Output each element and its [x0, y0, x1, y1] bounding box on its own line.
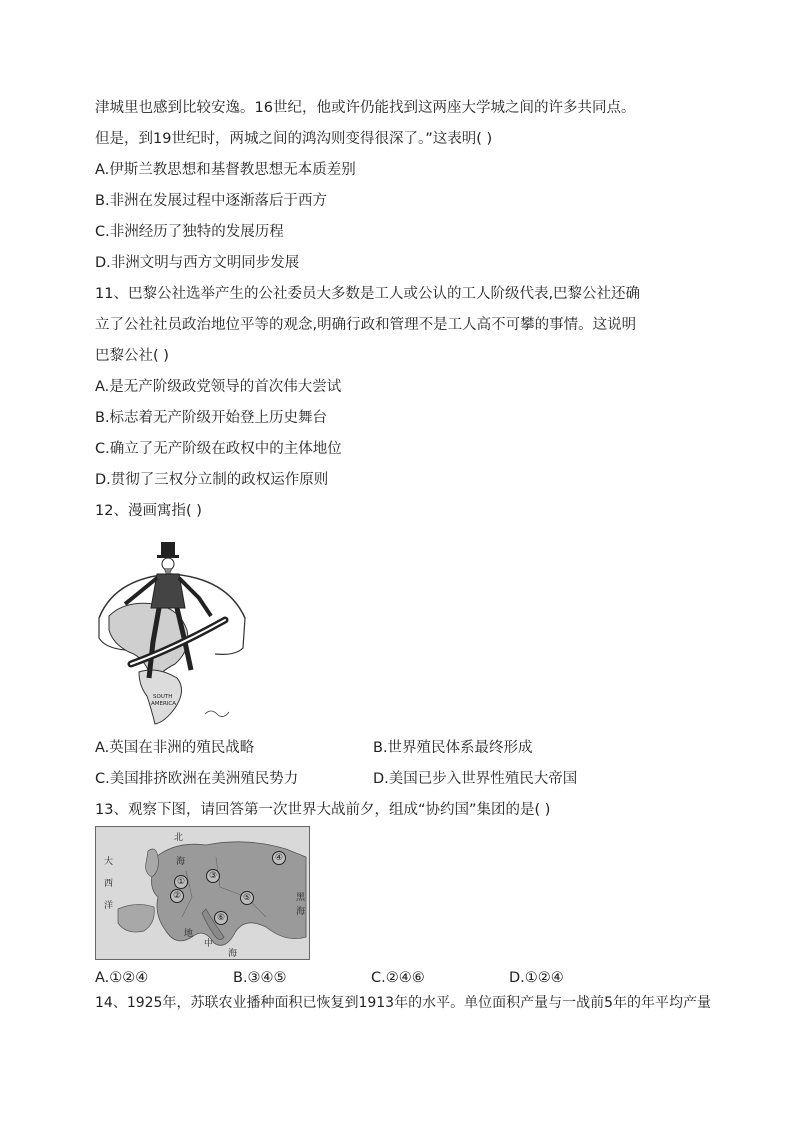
- europe-map: [95, 826, 310, 960]
- q13-stem: 13、观察下图，请回答第一次世界大战前夕，组成“协约国”集团的是( ): [95, 802, 551, 818]
- q11-option-c: C.确立了无产阶级在政权中的主体地位: [95, 441, 342, 457]
- q14-stem-line-1: 14、1925年，苏联农业播种面积已恢复到1913年的水平。单位面积产量与一战前5年的年平均产量: [95, 995, 711, 1011]
- q12-option-b: B.世界殖民体系最终形成: [373, 740, 533, 756]
- map-label-med-2: 中: [204, 939, 214, 949]
- uncle-sam-cartoon: [95, 538, 247, 728]
- q11-stem-line-1: 11、巴黎公社选举产生的公社委员大多数是工人或公认的工人阶级代表,巴黎公社还确: [95, 286, 641, 302]
- q10-option-c: C.非洲经历了独特的发展历程: [95, 224, 284, 240]
- q11-option-a: A.是无产阶级政党领导的首次伟大尝试: [95, 379, 342, 395]
- map-label-atlantic-3: 洋: [104, 901, 114, 911]
- q11-option-d: D.贯彻了三权分立制的政权运作原则: [95, 472, 329, 488]
- map-label-black-2: 海: [296, 907, 306, 917]
- map-label-atlantic-2: 西: [104, 879, 114, 889]
- map-label-black-1: 黑: [296, 893, 306, 903]
- map-label-med-1: 地: [184, 929, 194, 939]
- map-label-north: 北: [174, 833, 184, 843]
- map-label-atlantic-1: 大: [104, 857, 114, 867]
- map-marker-4: ④: [272, 851, 286, 865]
- cartoon-label-south: SOUTH: [153, 694, 173, 700]
- q13-option-b: B.③④⑤: [233, 970, 287, 986]
- q10-option-b: B.非洲在发展过程中逐渐落后于西方: [95, 193, 328, 209]
- q12-option-d: D.美国已步入世界性殖民大帝国: [373, 771, 578, 787]
- q10-option-a: A.伊斯兰教思想和基督教思想无本质差别: [95, 162, 356, 178]
- q11-option-b: B.标志着无产阶级开始登上历史舞台: [95, 410, 328, 426]
- q11-stem-line-3: 巴黎公社( ): [95, 348, 169, 364]
- map-marker-3: ③: [206, 869, 220, 883]
- q10-stem-line-1: 津城里也感到比较安逸。16世纪，他或许仍能找到这两座大学城之间的许多共同点。: [95, 100, 636, 116]
- q12-stem: 12、漫画寓指( ): [95, 503, 202, 519]
- q12-option-a: A.英国在非洲的殖民战略: [95, 740, 255, 756]
- q13-option-a: A.①②④: [95, 970, 149, 986]
- map-marker-1: ①: [174, 875, 188, 889]
- q13-option-c: C.②④⑥: [371, 970, 425, 986]
- q10-stem-line-2: 但是，到19世纪时，两城之间的鸿沟则变得很深了。”这表明( ): [95, 131, 493, 147]
- q10-option-d: D.非洲文明与西方文明同步发展: [95, 255, 300, 271]
- map-label-sea: 海: [176, 857, 186, 867]
- cartoon-label-america: AMERICA: [151, 701, 177, 707]
- q13-option-d: D.①②④: [509, 970, 564, 986]
- map-marker-5: ⑤: [240, 891, 254, 905]
- cartoon-drawing: [95, 538, 247, 728]
- q12-option-c: C.美国排挤欧洲在美洲殖民势力: [95, 771, 299, 787]
- map-label-med-3: 海: [228, 949, 238, 959]
- map-marker-2: ②: [170, 889, 184, 903]
- q11-stem-line-2: 立了公社社员政治地位平等的观念,明确行政和管理不是工人高不可攀的事情。这说明: [95, 317, 637, 333]
- map-drawing: [96, 827, 309, 959]
- map-marker-6: ⑥: [214, 911, 228, 925]
